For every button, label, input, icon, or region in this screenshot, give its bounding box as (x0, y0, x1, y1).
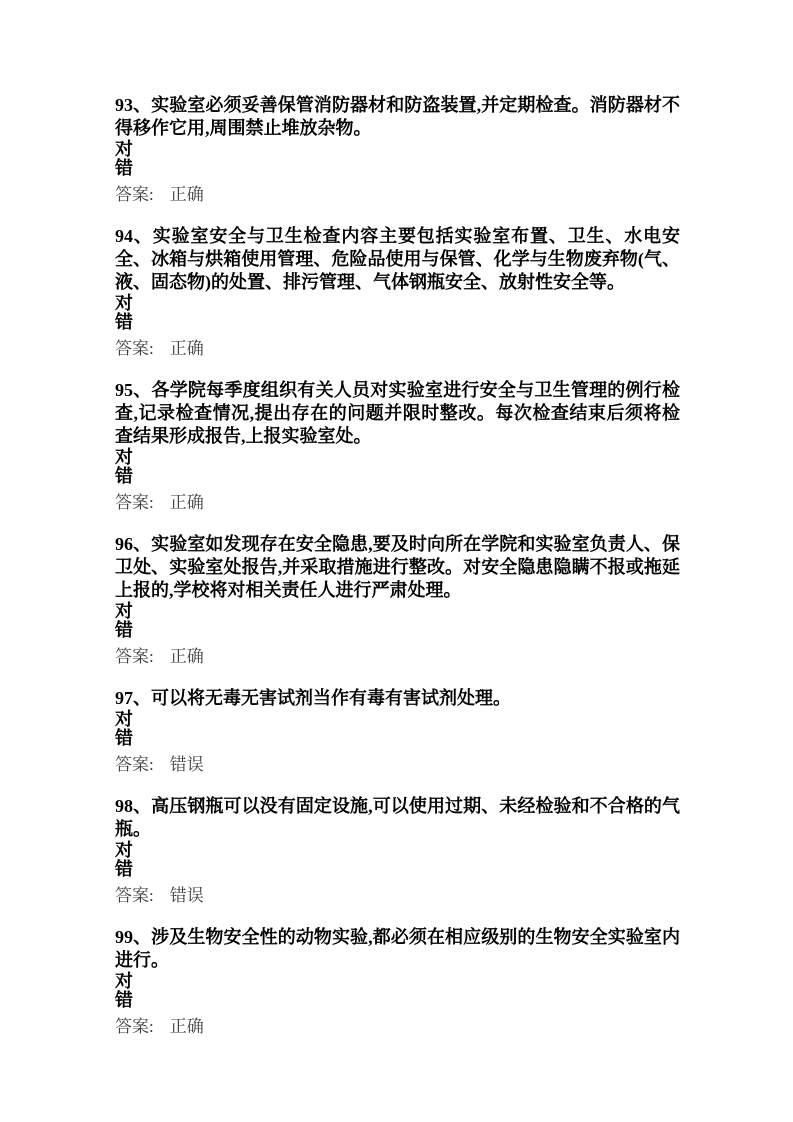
option-true: 对 (115, 709, 133, 729)
question-body: 实验室必须妥善保管消防器材和防盗装置,并定期检查。消防器材不得移作它用,周围禁止堆放杂物。 (115, 95, 681, 138)
answer-label: 答案: (115, 1017, 154, 1036)
answer-line (115, 339, 680, 358)
answer-line (115, 185, 680, 204)
question-block (115, 379, 680, 512)
question-text (115, 795, 680, 841)
question-body: 实验室安全与卫生检查内容主要包括实验室布置、卫生、水电安全、冰箱与烘箱使用管理、危险品使用与保管、化学与生物废弃物(气、液、固态物)的处置、排污管理、气体钢瓶安全、放射性安全等。 (115, 226, 681, 292)
question-block (115, 94, 680, 204)
answer-label: 答案: (115, 647, 154, 666)
answer-value: 错误 (169, 886, 204, 905)
answer-label: 答案: (115, 886, 154, 905)
answer-label: 答案: (115, 185, 154, 204)
option-true: 对 (115, 447, 133, 467)
question-body: 各学院每季度组织有关人员对实验室进行安全与卫生管理的例行检查,记录检查情况,提出存在的问题并限时整改。每次检查结束后须将检查结果形成报告,上报实验室处。 (115, 380, 680, 446)
question-number: 96、 (115, 534, 152, 554)
answer-line (115, 647, 680, 666)
answer-line (115, 1017, 680, 1036)
question-text (115, 926, 680, 972)
question-text (115, 687, 680, 710)
answer-value: 正确 (169, 493, 204, 512)
question-number: 93、 (115, 95, 152, 115)
option-false: 错 (115, 859, 133, 879)
option-false: 错 (115, 466, 133, 486)
option-true: 对 (115, 971, 133, 991)
question-block (115, 225, 680, 358)
question-number: 97、 (115, 688, 151, 708)
question-text (115, 225, 680, 294)
question-block (115, 926, 680, 1036)
question-list (115, 94, 680, 1036)
question-text (115, 94, 680, 140)
answer-value: 错误 (169, 755, 204, 774)
option-true: 对 (115, 293, 133, 313)
option-false: 错 (115, 990, 133, 1010)
option-false: 错 (115, 728, 133, 748)
question-block (115, 533, 680, 666)
question-body: 涉及生物安全性的动物实验,都必须在相应级别的生物安全实验室内进行。 (115, 927, 681, 970)
answer-value: 正确 (169, 185, 204, 204)
answer-line (115, 493, 680, 512)
answer-line (115, 886, 680, 905)
question-text (115, 379, 680, 448)
answer-value: 正确 (169, 647, 204, 666)
question-body: 实验室如发现存在安全隐患,要及时向所在学院和实验室负责人、保卫处、实验室处报告,并采取措施进行整改。对安全隐患隐瞒不报或拖延上报的,学校将对相关责任人进行严肃处理。 (115, 534, 681, 600)
question-block (115, 795, 680, 905)
option-false: 错 (115, 620, 133, 640)
answer-label: 答案: (115, 493, 154, 512)
answer-label: 答案: (115, 339, 154, 358)
question-body: 高压钢瓶可以没有固定设施,可以使用过期、未经检验和不合格的气瓶。 (115, 796, 681, 839)
question-number: 98、 (115, 796, 152, 816)
answer-value: 正确 (169, 339, 204, 358)
question-text (115, 533, 680, 602)
answer-label: 答案: (115, 755, 154, 774)
question-block (115, 687, 680, 774)
option-true: 对 (115, 840, 133, 860)
answer-value: 正确 (169, 1017, 204, 1036)
answer-line (115, 755, 680, 774)
question-number: 95、 (115, 380, 152, 400)
question-body: 可以将无毒无害试剂当作有毒有害试剂处理。 (151, 688, 511, 708)
option-false: 错 (115, 158, 133, 178)
option-false: 错 (115, 312, 133, 332)
option-true: 对 (115, 139, 133, 159)
option-true: 对 (115, 601, 133, 621)
question-number: 94、 (115, 226, 153, 246)
question-number: 99、 (115, 927, 152, 947)
